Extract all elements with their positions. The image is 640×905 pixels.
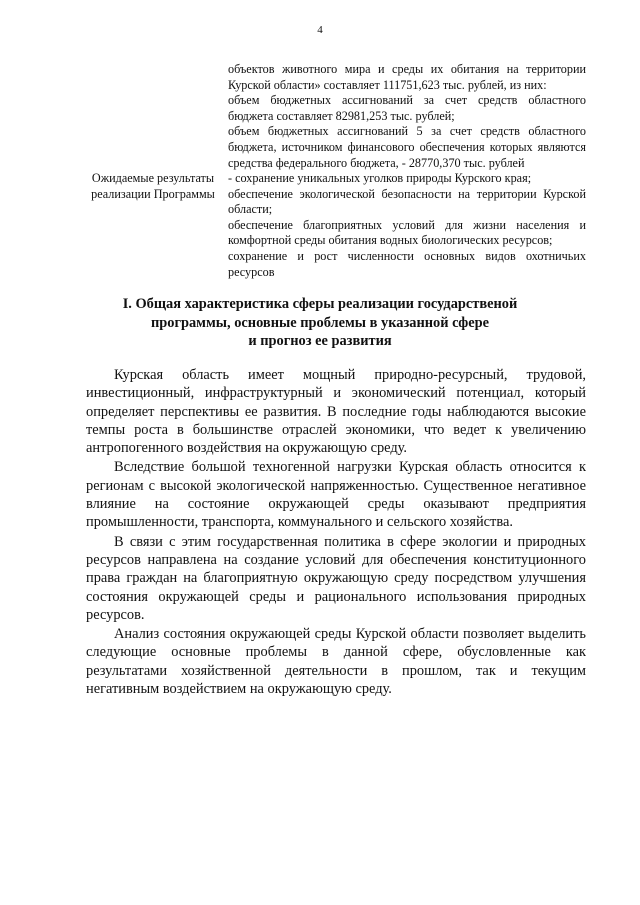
body-paragraph: Анализ состояния окружающей среды Курской области позволяет выделить следующие основные проблемы в данной сфере, обусловленные как результатами хозяйственной деятельности в прошлом, так и текущим негативным воздействием на окружающую среду. [86,626,586,698]
heading-line: I. Общая характеристика сферы реализации государственой [122,296,518,312]
result-item: сохранение и рост численности основных видов охотничьих ресурсов [228,248,586,279]
financing-continuation-cell [228,62,586,171]
section-body [86,366,586,699]
result-item: - сохранение уникальных уголков природы Курского края; [228,171,532,185]
body-paragraph: Курская область имеет мощный природно-ресурсный, трудовой, инвестиционный, инфраструктурный и экономический потенциал, который определяет перспективы ее развития. В последние годы наблюдаются высокие темпы роста в большинстве отраслей экономики, что ведет к увеличению антропогенного воздействия на окружающую среду. [86,367,586,457]
financing-line: объем бюджетных ассигнований за счет средств областного бюджета составляет 82981,253 тыс. рублей; [228,93,586,123]
expected-results-cell [228,171,586,280]
page-number: 4 [317,24,323,36]
expected-results-label: Ожидаемые результаты реализации Программы [91,171,215,201]
financing-line: объектов животного мира и среды их обитания на территории Курской области» составляет 111751,623 тыс. рублей, из них: [228,62,586,92]
body-paragraph: Вследствие большой техногенной нагрузки Курская область относится к регионам с высокой экологической напряженностью. Существенное негативное влияние на состояние окружающей среды оказывают предприятия промышленности, транспорта, коммунального и сельского хозяйства. [86,459,586,531]
section-heading [100,295,540,351]
heading-line: и прогноз ее развития [248,333,392,349]
body-paragraph: В связи с этим государственная политика в сфере экологии и природных ресурсов направлена на создание условий для обеспечения конституционного права граждан на благоприятную окружающую среду посредством улучшения состояния окружающей среды и рационального использования природных ресурсов. [86,533,586,623]
result-item: обеспечение благоприятных условий для жизни населения и комфортной среды обитания водных биологических ресурсов; [228,217,586,248]
result-item: обеспечение экологической безопасности на территории Курской области; [228,186,586,217]
financing-line: объем бюджетных ассигнований 5 за счет средств областного бюджета, источником финансового обеспечения которых являются средства федерального бюджета, - 28770,370 тыс. рублей [228,124,586,170]
heading-line: программы, основные проблемы в указанной сфере [150,314,490,331]
